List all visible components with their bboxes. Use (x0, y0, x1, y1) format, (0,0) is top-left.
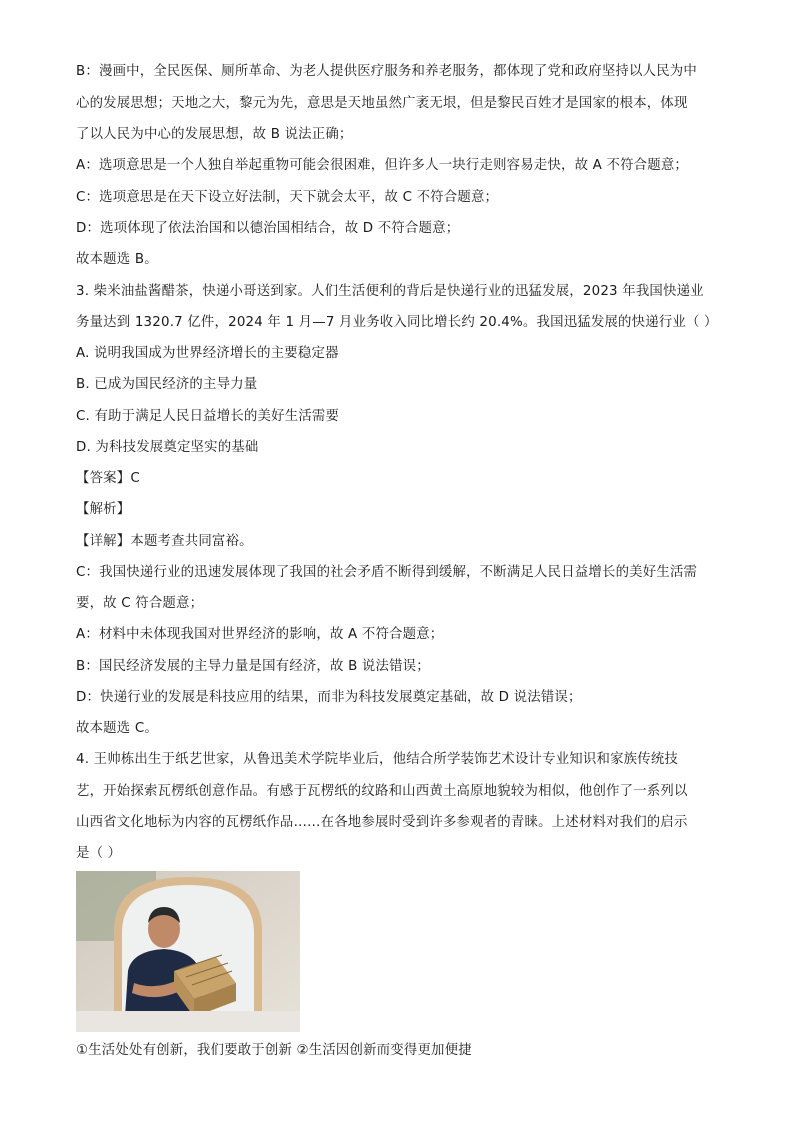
option-statements: ①生活处处有创新，我们要敢于创新 ②生活因创新而变得更加便捷 (76, 1043, 472, 1058)
text-line: D：选项体现了依法治国和以德治国相结合，故 D 不符合题意； (76, 221, 460, 236)
craftsman-photo (76, 871, 300, 1032)
text-line: B：国民经济发展的主导力量是国有经济，故 B 说法错误； (76, 659, 430, 674)
text-line: 【答案】C (76, 471, 140, 486)
text-line: 山西省文化地标为内容的瓦楞纸作品……在各地参展时受到许多参观者的青睐。上述材料对我们的启示 (76, 815, 688, 830)
text-line: 要，故 C 符合题意； (76, 596, 204, 611)
text-line: C：我国快递行业的迅速发展体现了我国的社会矛盾不断得到缓解，不断满足人民日益增长的美好生活需 (76, 565, 698, 580)
text-line: 故本题选 C。 (76, 721, 158, 736)
text-line: 故本题选 B。 (76, 252, 158, 267)
text-line: B. 已成为国民经济的主导力量 (76, 377, 258, 392)
text-line: 心的发展思想；天地之大，黎元为先，意思是天地虽然广袤无垠，但是黎民百姓才是国家的根本，体现 (76, 96, 688, 111)
text-line: 3. 柴米油盐酱醋茶，快递小哥送到家。人们生活便利的背后是快递行业的迅猛发展，2023 年我国快递业 (76, 284, 704, 299)
text-line: 【详解】本题考查共同富裕。 (76, 534, 253, 549)
photo-illustration (76, 871, 300, 1032)
text-line: 【解析】 (76, 502, 131, 517)
text-line: 了以人民为中心的发展思想，故 B 说法正确； (76, 127, 353, 142)
text-line: D：快递行业的发展是科技应用的结果，而非为科技发展奠定基础，故 D 说法错误； (76, 690, 582, 705)
text-line: 艺，开始探索瓦楞纸创意作品。有感于瓦楞纸的纹路和山西黄土高原地貌较为相似，他创作了一系列以 (76, 784, 688, 799)
text-line: 务量达到 1320.7 亿件，2024 年 1 月—7 月业务收入同比增长约 20.4%。我国迅猛发展的快递行业（ ） (76, 315, 718, 330)
text-line: C：选项意思是在天下设立好法制，天下就会太平，故 C 不符合题意； (76, 190, 499, 205)
text-line: C. 有助于满足人民日益增长的美好生活需要 (76, 409, 340, 424)
text-line: A. 说明我国成为世界经济增长的主要稳定器 (76, 346, 339, 361)
text-line: 4. 王帅栋出生于纸艺世家，从鲁迅美术学院毕业后，他结合所学装饰艺术设计专业知识和家族传统技 (76, 752, 679, 767)
text-line: 是（ ） (76, 846, 122, 861)
text-line: A：选项意思是一个人独自举起重物可能会很困难，但许多人一块行走则容易走快，故 A 不符合题意； (76, 158, 689, 173)
text-line: D. 为科技发展奠定坚实的基础 (76, 440, 259, 455)
text-line: B：漫画中，全民医保、厕所革命、为老人提供医疗服务和养老服务，都体现了党和政府坚持以人民为中 (76, 64, 697, 79)
text-line: A：材料中未体现我国对世界经济的影响，故 A 不符合题意； (76, 627, 444, 642)
